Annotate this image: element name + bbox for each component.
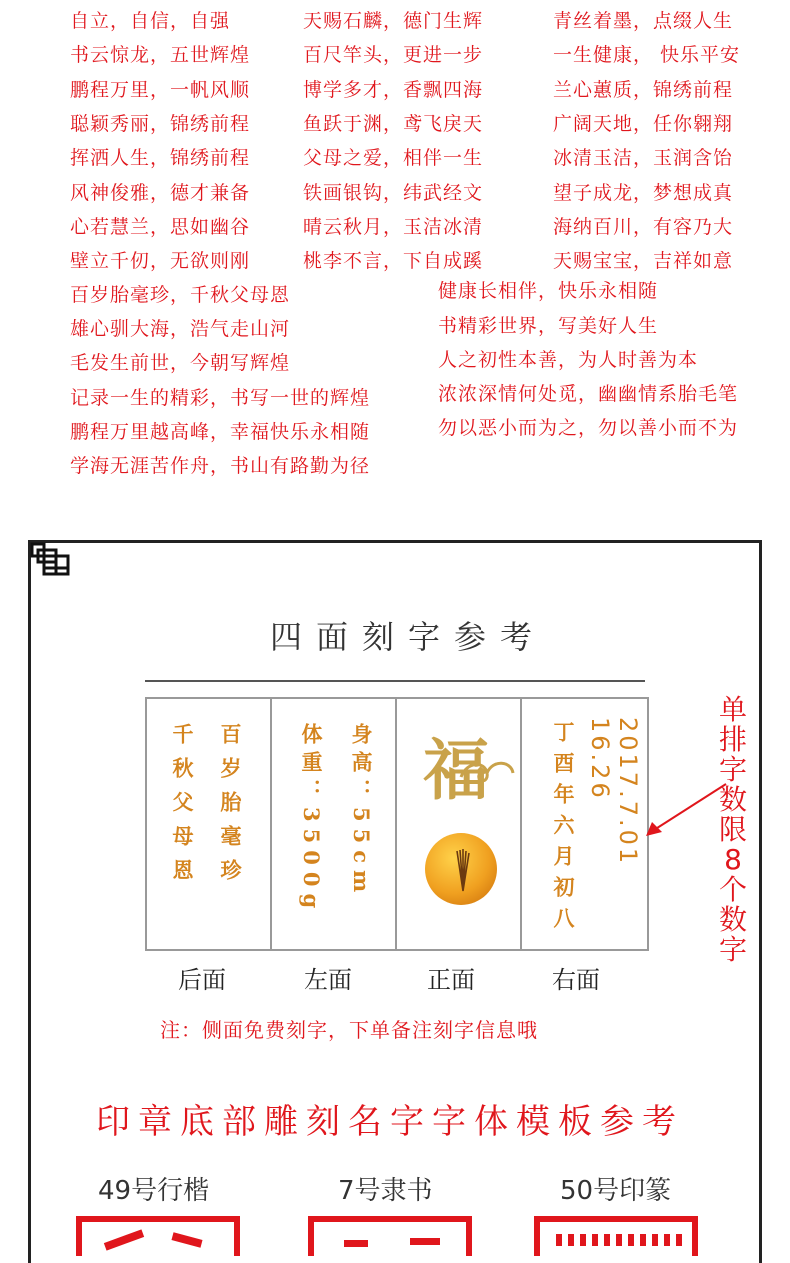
left-face-text: 体重：3500g — [299, 723, 324, 916]
reference-title: 四面刻字参考 — [270, 618, 547, 656]
phrase-item: 挥洒人生，锦绣前程 — [70, 147, 251, 169]
phrase-item: 健康长相伴，快乐永相随 — [438, 280, 659, 302]
phrase-item: 鹏程万里，一帆风顺 — [70, 79, 251, 101]
cloud-swirl-icon — [457, 751, 517, 787]
phrase-item: 天赐宝宝，吉祥如意 — [553, 250, 734, 272]
phrase-item: 海纳百川，有容乃大 — [553, 216, 734, 238]
phrase-item: 冰清玉洁，玉润含饴 — [553, 147, 734, 169]
phrase-item: 雄心驯大海，浩气走山河 — [70, 318, 291, 340]
phrase-item: 桃李不言，下自成蹊 — [303, 250, 484, 272]
phrase-item: 书精彩世界，写美好人生 — [438, 315, 659, 337]
phrase-item: 风神俊雅，德才兼备 — [70, 182, 251, 204]
seal-sample-lishu — [308, 1216, 472, 1256]
phrase-item: 记录一生的精彩，书写一世的辉煌 — [70, 387, 371, 409]
phrase-item: 人之初性本善，为人时善为本 — [438, 349, 699, 371]
hair-tuft-icon — [451, 845, 475, 895]
front-face-panel — [395, 697, 523, 951]
title-divider — [145, 680, 645, 682]
phrase-item: 聪颖秀丽，锦绣前程 — [70, 113, 251, 135]
phrase-item: 心若慧兰，思如幽谷 — [70, 216, 251, 238]
phrase-item: 鱼跃于渊，鸢飞戾天 — [303, 113, 484, 135]
phrase-item: 壁立千仞，无欲则刚 — [70, 250, 251, 272]
seal-sample-yinzhuan — [534, 1216, 698, 1256]
face-label-front: 正面 — [427, 966, 475, 994]
left-face-text: 身高：55cm — [349, 723, 374, 900]
back-face-text: 百岁胎毫珍 — [218, 723, 243, 893]
right-face-panel — [520, 697, 649, 951]
fu-character: 福 — [423, 731, 489, 809]
left-face-panel — [270, 697, 397, 951]
seal-template-title: 印章底部雕刻名字字体模板参考 — [96, 1102, 684, 1142]
seal-sample-xingkai — [76, 1216, 240, 1256]
phrase-item: 博学多才，香飘四海 — [303, 79, 484, 101]
phrase-item: 百岁胎毫珍，千秋父母恩 — [70, 284, 291, 306]
phrase-item: 天赐石麟，德门生辉 — [303, 10, 484, 32]
phrase-item: 学海无涯苦作舟，书山有路勤为径 — [70, 455, 371, 477]
font-label-xingkai: 49号行楷 — [98, 1176, 210, 1206]
character-limit-note: 单排字数限8个数字 — [718, 693, 747, 966]
phrase-item: 毛发生前世，今朝写辉煌 — [70, 352, 291, 374]
corner-ornament-icon — [30, 542, 70, 578]
phrase-item: 广阔天地，任你翱翔 — [553, 113, 734, 135]
phrase-item: 鹏程万里越高峰，幸福快乐永相随 — [70, 421, 371, 443]
right-face-date: 2017.7.01 16.26 — [586, 717, 642, 867]
phrase-item: 书云惊龙，五世辉煌 — [70, 44, 251, 66]
face-label-left: 左面 — [304, 966, 352, 994]
phrase-item: 自立，自信，自强 — [70, 10, 231, 32]
engraving-note: 注：侧面免费刻字，下单备注刻字信息哦 — [160, 1018, 538, 1042]
phrase-item: 父母之爱，相伴一生 — [303, 147, 484, 169]
back-face-panel — [145, 697, 272, 951]
phrase-item: 勿以恶小而为之，勿以善小而不为 — [438, 417, 739, 439]
phrase-item: 浓浓深情何处觅，幽幽情系胎毛笔 — [438, 383, 739, 405]
font-label-lishu: 7号隶书 — [338, 1176, 433, 1206]
face-label-right: 右面 — [552, 966, 600, 994]
phrase-item: 青丝着墨，点缀人生 — [553, 10, 734, 32]
back-face-text: 千秋父母恩 — [170, 723, 195, 893]
phrase-item: 晴云秋月，玉洁冰清 — [303, 216, 484, 238]
face-label-back: 后面 — [178, 966, 226, 994]
phrase-item: 兰心蕙质，锦绣前程 — [553, 79, 734, 101]
font-label-yinzhuan: 50号印篆 — [560, 1176, 672, 1206]
phrase-item: 一生健康， 快乐平安 — [553, 44, 741, 66]
phrase-item: 铁画银钩，纬武经文 — [303, 182, 484, 204]
phrase-item: 百尺竿头，更进一步 — [303, 44, 484, 66]
phrase-item: 望子成龙，梦想成真 — [553, 182, 734, 204]
right-face-lunar-date: 丁酉年六月初八 — [551, 721, 576, 938]
